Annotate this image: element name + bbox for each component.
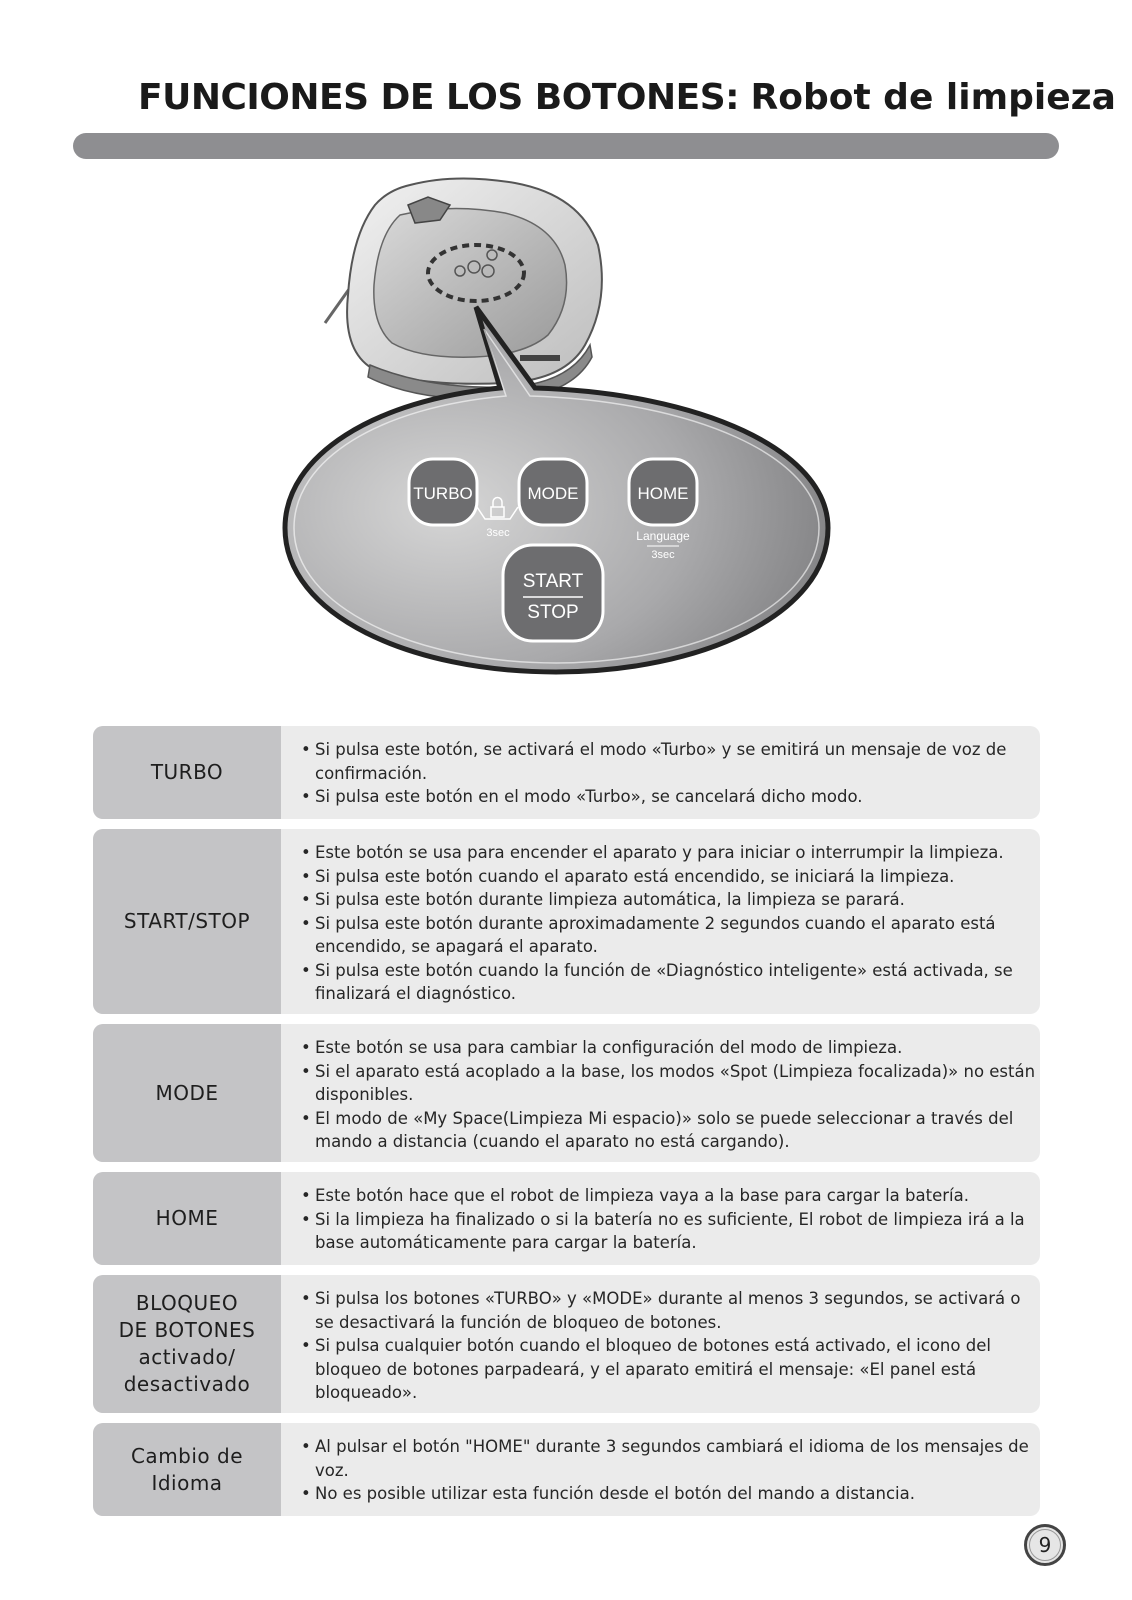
- row-mode: [93, 1024, 1040, 1162]
- page-title-main: FUNCIONES DE LOS BOTONES:: [138, 77, 740, 118]
- lock-time-label: 3sec: [486, 527, 510, 539]
- row-description: [281, 829, 1040, 1014]
- language-label: Language: [636, 529, 690, 543]
- list-item: • Si pulsa cualquier botón cuando el bloqueo de botones está activado, el icono del bloqueo de botones parpadeará, y el aparato emitirá el mensaje: «El panel está bloqueado».: [301, 1334, 1036, 1405]
- row-language-change: [93, 1423, 1040, 1516]
- home-button-label: HOME: [637, 484, 689, 503]
- turbo-button-illustration: [409, 459, 477, 525]
- list-item: • Si pulsa este botón cuando el aparato está encendido, se iniciará la limpieza.: [301, 865, 1036, 889]
- row-label: START/STOP: [93, 829, 281, 1014]
- list-item: • Al pulsar el botón "HOME" durante 3 segundos cambiará el idioma de los mensajes de voz.: [301, 1435, 1036, 1482]
- row-description: [281, 1024, 1040, 1162]
- row-label-line: Cambio de: [130, 1443, 244, 1468]
- row-description: [281, 1275, 1040, 1413]
- row-label-line: DE BOTONES: [118, 1318, 256, 1342]
- mode-button-label: MODE: [527, 484, 579, 503]
- title-divider-bar: [73, 133, 1059, 159]
- row-label: [93, 1423, 281, 1516]
- list-item: • Si la limpieza ha finalizado o si la batería no es suficiente, El robot de limpieza irá a la base automáticamente para cargar la batería.: [301, 1208, 1036, 1255]
- row-label: [93, 1275, 281, 1413]
- mode-button-illustration: [519, 459, 587, 525]
- row-start-stop: [93, 829, 1040, 1014]
- row-description: [281, 726, 1040, 819]
- page-title-sub: Robot de limpieza: [750, 77, 1116, 118]
- list-item: • Este botón se usa para encender el aparato y para iniciar o interrumpir la limpieza.: [301, 841, 1036, 865]
- list-item: • El modo de «My Space(Limpieza Mi espacio)» solo se puede seleccionar a través del mando a distancia (cuando el aparato no está cargando).: [301, 1107, 1036, 1154]
- row-label-line: Idioma: [151, 1470, 223, 1495]
- row-description: [281, 1172, 1040, 1265]
- start-stop-button-illustration: [503, 545, 603, 641]
- turbo-button-label: TURBO: [413, 484, 473, 503]
- list-item: • No es posible utilizar esta función desde el botón del mando a distancia.: [301, 1482, 1036, 1506]
- list-item: • Si pulsa este botón en el modo «Turbo», se cancelará dicho modo.: [301, 785, 1036, 809]
- row-turbo: [93, 726, 1040, 819]
- list-item: • Si pulsa los botones «TURBO» y «MODE» durante al menos 3 segundos, se activará o se desactivará la función de bloqueo de botones.: [301, 1287, 1036, 1334]
- list-item: • Si pulsa este botón durante limpieza automática, la limpieza se parará.: [301, 888, 1036, 912]
- row-description: [281, 1423, 1040, 1516]
- robot-control-panel-figure: [280, 175, 840, 705]
- start-label: START: [522, 571, 584, 592]
- row-label: MODE: [93, 1024, 281, 1162]
- list-item: • Este botón hace que el robot de limpieza vaya a la base para cargar la batería.: [301, 1184, 1036, 1208]
- list-item: • Si el aparato está acoplado a la base, los modos «Spot (Limpieza focalizada)» no están disponibles.: [301, 1060, 1036, 1107]
- language-time-label: 3sec: [651, 549, 675, 561]
- list-item: • Si pulsa este botón, se activará el modo «Turbo» y se emitirá un mensaje de voz de confirmación.: [301, 738, 1036, 785]
- list-item: • Si pulsa este botón cuando la función de «Diagnóstico inteligente» está activada, se finalizará el diagnóstico.: [301, 959, 1036, 1006]
- row-home: [93, 1172, 1040, 1265]
- home-button-illustration: [629, 459, 697, 525]
- row-label-line: desactivado: [123, 1372, 251, 1396]
- stop-label: STOP: [527, 602, 579, 623]
- robot-vacuum-illustration: [325, 178, 602, 399]
- list-item: • Si pulsa este botón durante aproximadamente 2 segundos cuando el aparato está encendido, se apagará el aparato.: [301, 912, 1036, 959]
- list-item: • Este botón se usa para cambiar la configuración del modo de limpieza.: [301, 1036, 1036, 1060]
- button-functions-table: [93, 726, 1040, 1526]
- row-label: TURBO: [93, 726, 281, 819]
- row-button-lock: [93, 1275, 1040, 1413]
- page-title: [138, 74, 1116, 122]
- page-number: 9: [1024, 1524, 1066, 1566]
- row-label-line: BLOQUEO: [135, 1291, 239, 1315]
- row-label-line: activado/: [138, 1345, 236, 1369]
- row-label: HOME: [93, 1172, 281, 1265]
